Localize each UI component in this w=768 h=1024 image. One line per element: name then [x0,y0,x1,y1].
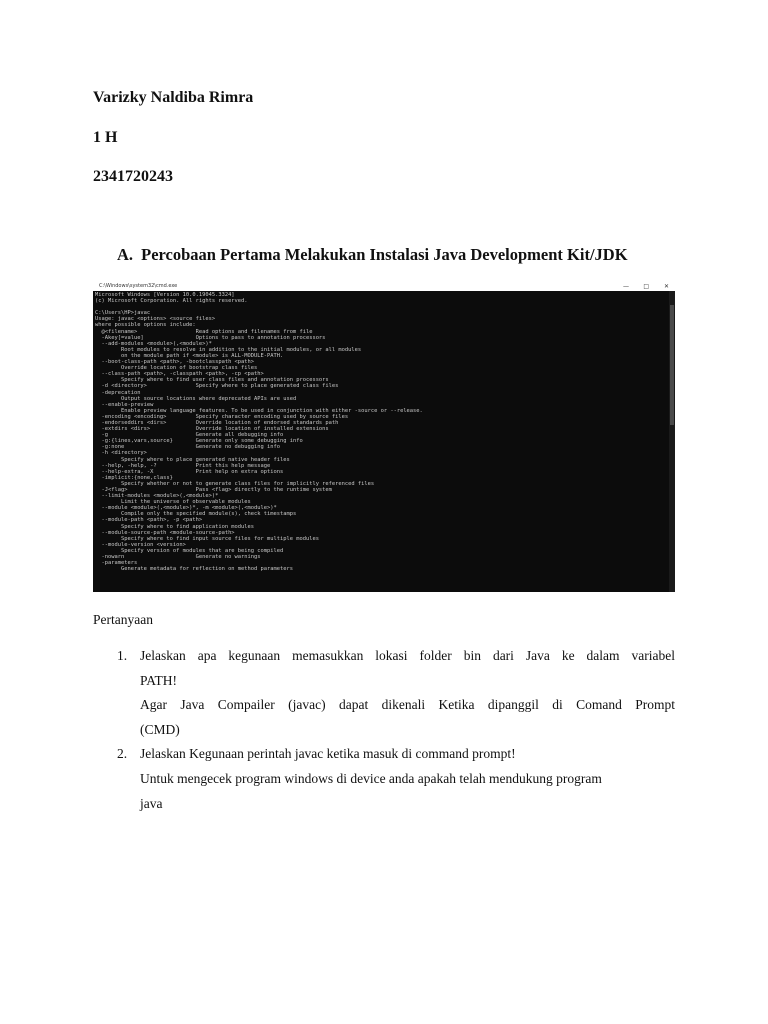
cmd-scrollbar-thumb[interactable] [670,305,674,425]
cmd-output-line: -endorseddirs <dirs> Override location of endorsed standards path [95,419,339,426]
cmd-output-line: -implicit:{none,class} [95,474,173,481]
cmd-output-line: -Akey[=value] Options to pass to annotation processors [95,334,326,341]
cmd-scrollbar[interactable] [669,291,675,592]
cmd-output-line: -nowarn Generate no warnings [95,554,261,561]
question-1-line-1: Jelaskan apa kegunaan memasukkan lokasi folder bin dari Java ke dalam variabel [140,648,675,663]
minimize-icon[interactable]: — [623,283,629,290]
close-icon[interactable]: ✕ [663,283,669,290]
answer-2 [140,766,675,816]
section-heading [117,245,628,265]
answer-1-line-2: (CMD) [140,722,180,737]
cmd-output-line: Specify version of modules that are being compiled [95,547,284,554]
question-2-line-1: Jelaskan Kegunaan perintah javac ketika masuk di command prompt! [140,746,516,761]
cmd-output-line: Usage: javac <options> <source files> [95,316,216,323]
cmd-output-line: -h <directory> [95,450,147,457]
cmd-output-line: --limit-modules <module>(,<module>)* [95,493,219,500]
cmd-output-line: -g:none Generate no debugging info [95,444,280,451]
answer-2-line-1: Untuk mengecek program windows di device anda apakah telah mendukung program [140,771,602,786]
cmd-output-line: -parameters [95,560,138,567]
answer-1-line-1: Agar Java Compailer (javac) dapat dikenali Ketika dipanggil di Comand Prompt [140,697,675,712]
cmd-output-line: Specify where to place generated native header files [95,456,290,463]
cmd-output-line: --help-extra, -X Print help on extra options [95,468,284,475]
cmd-output-line: -encoding <encoding> Specify character encoding used by source files [95,413,349,420]
question-2 [140,741,675,766]
cmd-output-line: Compile only the specified module(s), check timestamps [95,511,297,518]
cmd-output-line: --class-path <path>, -classpath <path>, -cp <path> [95,371,264,378]
cmd-output-line: --module-version <version> [95,541,186,548]
cmd-output-line: --boot-class-path <path>, -bootclasspath <path> [95,359,255,366]
cmd-output-line: --enable-preview [95,401,154,408]
cmd-output-line: --add-modules <module>(,<module>)* [95,340,212,347]
section-marker: A. [117,245,134,264]
cmd-output-line: Root modules to resolve in addition to the initial modules, or all modules [95,346,362,353]
cmd-output-line: -J<flag> Pass <flag> directly to the runtime system [95,487,332,493]
cmd-title-bar [93,282,675,291]
question-number: 2. [117,746,128,761]
maximize-icon[interactable]: □ [643,283,649,290]
student-id: 2341720243 [93,168,173,185]
cmd-output-line: @<filename> Read options and filenames from file [95,328,313,335]
answer-2-line-2: java [140,796,163,811]
cmd-output-line: Limit the universe of observable modules [95,499,251,506]
cmd-output-line: -deprecation [95,389,141,396]
question-1 [140,643,675,693]
cmd-output-line: -extdirs <dirs> Override location of installed extensions [95,426,329,433]
cmd-output-line: Specify whether or not to generate class files for implicitly referenced files [95,480,375,487]
cmd-screenshot [93,282,675,592]
cmd-output-line: Specify where to find input source files for multiple modules [95,535,319,542]
cmd-output-line: Override location of bootstrap class files [95,365,258,372]
cmd-output-line: C:\Users\HP>javac [95,310,151,317]
cmd-output-line: Specify where to find application modules [95,523,255,530]
cmd-output-line: Generate metadata for reflection on method parameters [95,566,293,573]
cmd-output-line: -g:{lines,vars,source} Generate only some debugging info [95,438,303,445]
cmd-output-line: (c) Microsoft Corporation. All rights reserved. [95,298,248,305]
cmd-output-line: --help, -help, -? Print this help message [95,462,271,469]
cmd-output-line: Specify where to find user class files and annotation processors [95,377,329,384]
cmd-window-title: C:\Windows\system32\cmd.exe [99,283,178,289]
section-title: Percobaan Pertama Melakukan Instalasi Java Development Kit/JDK [141,245,628,264]
student-class: 1 H [93,129,118,146]
cmd-output [93,291,675,572]
cmd-output-line: on the module path if <module> is ALL-MODULE-PATH. [95,352,284,359]
cmd-output-line: --module-path <path>, -p <path> [95,517,203,524]
cmd-output-line: -g Generate all debugging info [95,432,284,439]
cmd-output-line: -d <directory> Specify where to place generated class files [95,383,339,390]
student-name: Varizky Naldiba Rimra [93,89,254,106]
cmd-output-line: Enable preview language features. To be used in conjunction with either -source or --release. [95,407,423,414]
answer-1 [140,692,675,742]
cmd-output-line: Microsoft Windows [Version 10.0.19045.3324] [95,292,235,298]
cmd-output-line: --module-source-path <module-source-path> [95,529,235,536]
cmd-output-line: --module <module>(,<module>)*, -m <module>(,<module>)* [95,505,277,512]
question-number: 1. [117,648,128,663]
question-1-line-2: PATH! [140,673,178,688]
questions-heading: Pertanyaan [93,612,153,627]
cmd-output-line: Output source locations where deprecated APIs are used [95,395,297,402]
cmd-output-line: where possible options include: [95,322,196,329]
